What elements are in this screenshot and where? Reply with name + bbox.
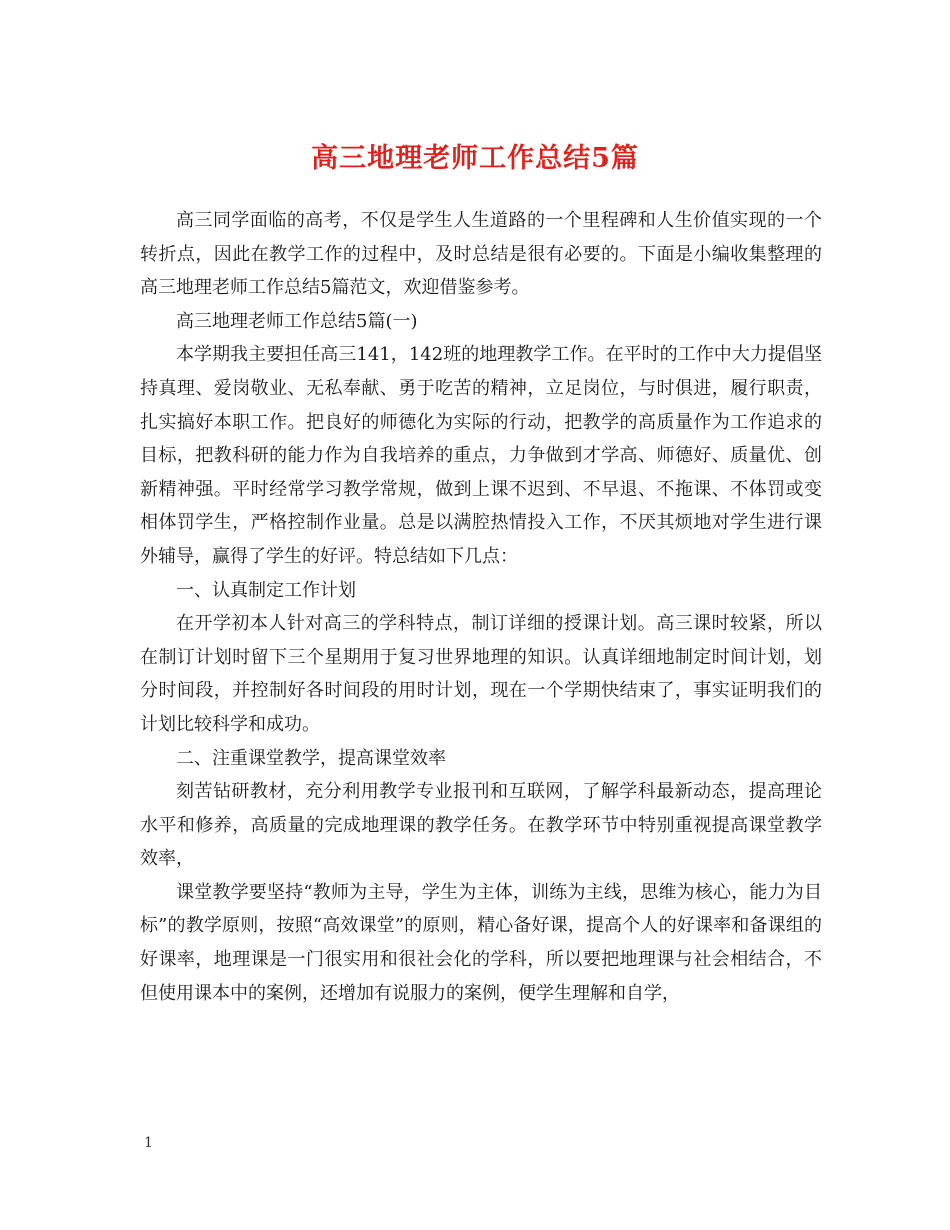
page-title: 高三地理老师工作总结5篇: [311, 143, 639, 174]
subsection-heading: 二、注重课堂教学，提高课堂效率: [176, 747, 446, 769]
body-paragraph: 本学期我主要担任高三141，142班的地理教学工作。在平时的工作中大力提倡坚持真理、爱岗敬业、无私奉献、勇于吃苦的精神，立足岗位，与时俱进，履行职责，扎实搞好本职工作。把良好的师德化为实际的行动，把教学的高质量作为工作追求的目标，把教科研的能力作为自我培养的重点，力争做到才学高、师德好、质量优、创新精神强。平时经常学习教学常规，做到上课不迟到、不早退、不拖课、不体罚或变相体罚学生，严格控制作业量。总是以满腔热情投入工作，不厌其烦地对学生进行课外辅导，赢得了学生的好评。特总结如下几点：: [140, 344, 822, 567]
intro-paragraph: 高三同学面临的高考，不仅是学生人生道路的一个里程碑和人生价值实现的一个转折点，因此在教学工作的过程中，及时总结是很有必要的。下面是小编收集整理的高三地理老师工作总结5篇范文，欢迎借鉴参考。: [140, 210, 822, 299]
body-paragraph: 刻苦钻研教材，充分利用教学专业报刊和互联网，了解学科最新动态，提高理论水平和修养，高质量的完成地理课的教学任务。在教学环节中特别重视提高课堂教学效率，: [140, 781, 822, 870]
page-number: 1: [144, 1135, 153, 1151]
section-heading: 高三地理老师工作总结5篇(一): [176, 310, 418, 332]
body-paragraph: 课堂教学要坚持“教师为主导，学生为主体，训练为主线，思维为核心，能力为目标”的教学原则，按照“高效课堂”的原则，精心备好课，提高个人的好课率和备课组的好课率，地理课是一门很实用和很社会化的学科，所以要把地理课与社会相结合，不但使用课本中的案例，还增加有说服力的案例，便学生理解和自学，: [140, 881, 822, 1004]
document-body: [140, 204, 822, 1010]
body-paragraph: 在开学初本人针对高三的学科特点，制订详细的授课计划。高三课时较紧，所以在制订计划时留下三个星期用于复习世界地理的知识。认真详细地制定时间计划，划分时间段，并控制好各时间段的用时计划，现在一个学期快结束了，事实证明我们的计划比较科学和成功。: [140, 613, 822, 735]
subsection-heading: 一、认真制定工作计划: [176, 579, 356, 601]
